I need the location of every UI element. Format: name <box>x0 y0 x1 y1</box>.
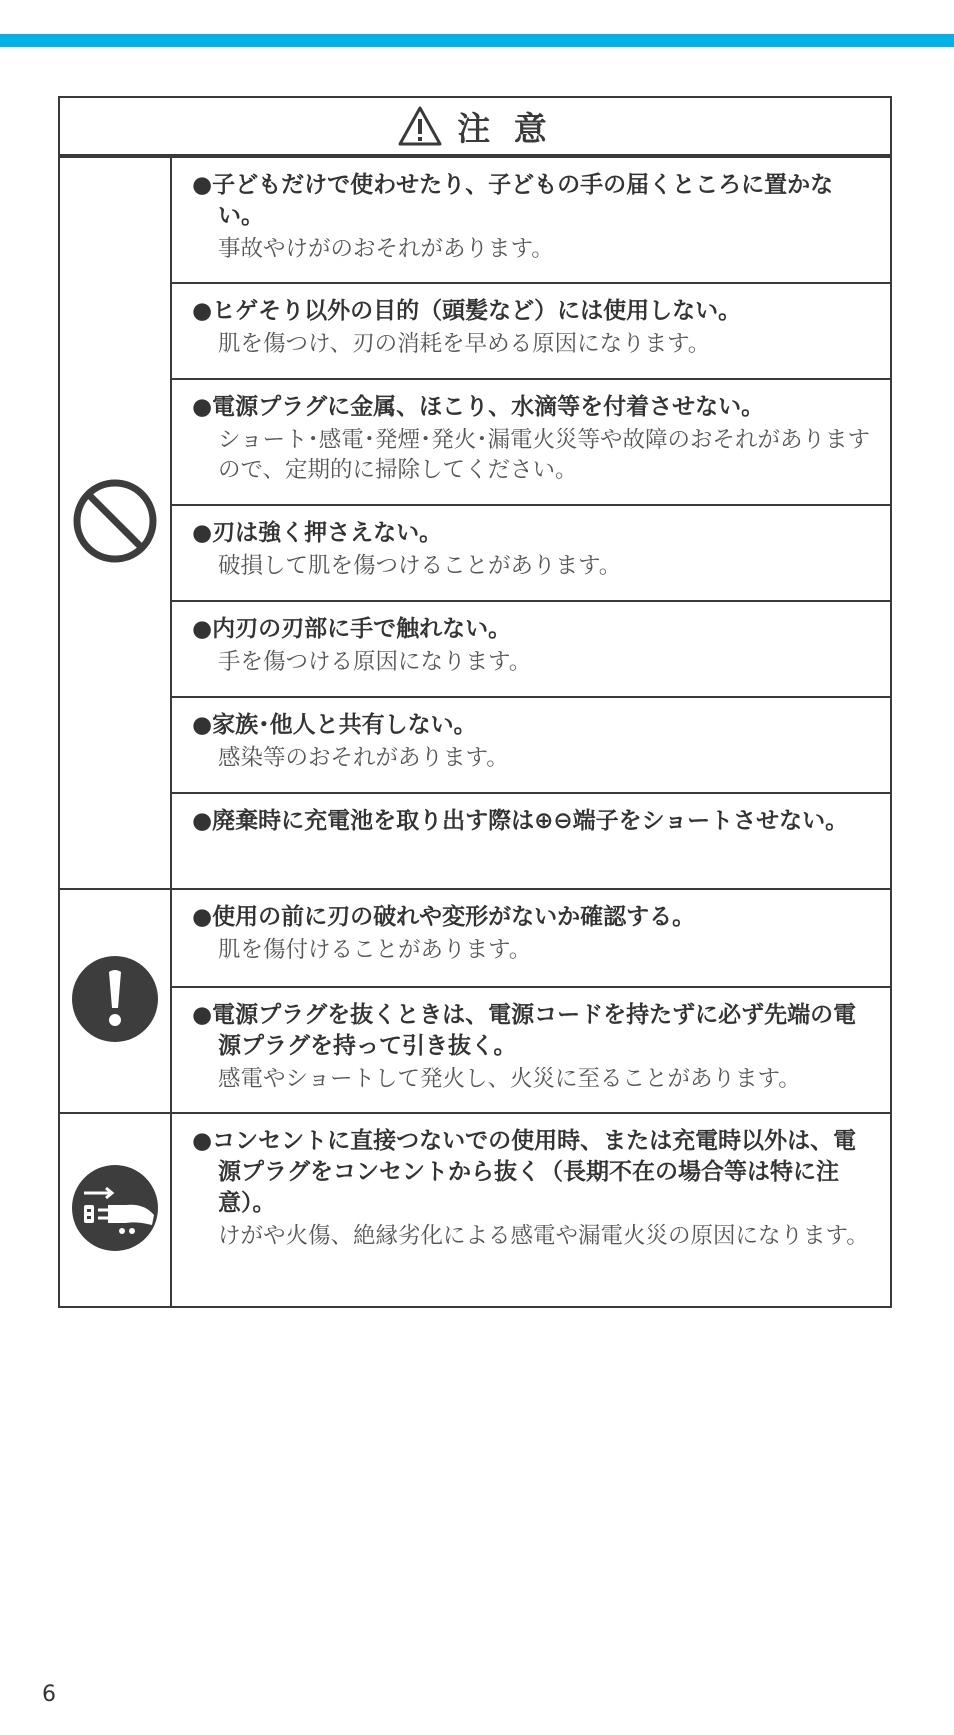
caution-item <box>172 378 890 504</box>
page-number: 6 <box>42 1682 56 1707</box>
unplug-icon <box>70 1163 160 1257</box>
caution-header <box>60 98 890 156</box>
item-heading: ●使用の前に刃の破れや変形がないか確認する。 <box>192 904 696 930</box>
item-description: 手を傷つける原因になります。 <box>218 649 532 675</box>
item-description: 肌を傷付けることがあります。 <box>218 937 532 963</box>
caution-item <box>172 986 890 1112</box>
caution-item <box>172 696 890 792</box>
item-description: 感電やショートして発火し、火災に至ることがあります。 <box>218 1066 801 1092</box>
caution-item <box>172 1114 890 1306</box>
top-accent-bar <box>0 34 954 47</box>
mandatory-action-icon <box>70 954 160 1048</box>
caution-item <box>172 792 890 888</box>
prohibited-group <box>60 156 890 888</box>
caution-item <box>172 158 890 282</box>
item-heading: ●ヒゲそり以外の目的（頭髪など）には使用しない。 <box>192 298 742 324</box>
item-description: 破損して肌を傷つけることがあります。 <box>218 553 622 579</box>
item-description: 事故やけがのおそれがあります。 <box>218 236 554 262</box>
caution-item <box>172 282 890 378</box>
item-heading: ●刃は強く押さえない。 <box>192 520 443 546</box>
mandatory-group <box>60 888 890 1112</box>
item-description: けがや火傷、絶縁劣化による感電や漏電火災の原因になります。 <box>218 1223 869 1249</box>
caution-title: 注 意 <box>457 108 553 148</box>
item-description: ショート･感電･発煙･発火･漏電火災等や故障のおそれがありますので、定期的に掃除してください。 <box>218 427 871 483</box>
item-description: 肌を傷つけ、刃の消耗を早める原因になります。 <box>218 331 711 357</box>
caution-item <box>172 600 890 696</box>
item-heading: ●廃棄時に充電池を取り出す際は⊕⊖端子をショートさせない。 <box>192 808 849 834</box>
item-heading: ●家族･他人と共有しない。 <box>192 712 477 738</box>
warning-triangle-icon <box>397 105 443 147</box>
item-heading: ●内刃の刃部に手で触れない。 <box>192 616 512 642</box>
item-description: 感染等のおそれがあります。 <box>218 745 509 771</box>
item-heading: ●子どもだけで使わせたり、子どもの手の届くところに置かない。 <box>192 172 834 229</box>
unplug-group <box>60 1112 890 1306</box>
item-heading: ●電源プラグを抜くときは、電源コードを持たずに必ず先端の電源プラグを持って引き抜く。 <box>192 1002 857 1059</box>
item-heading: ●電源プラグに金属、ほこり、水滴等を付着させない。 <box>192 394 765 420</box>
caution-item <box>172 504 890 600</box>
prohibited-icon <box>70 476 160 570</box>
caution-item <box>172 890 890 986</box>
item-heading: ●コンセントに直接つないでの使用時、または充電時以外は、電源プラグをコンセントから抜く（長期不在の場合等は特に注意）。 <box>192 1128 857 1216</box>
caution-table <box>58 96 892 1308</box>
